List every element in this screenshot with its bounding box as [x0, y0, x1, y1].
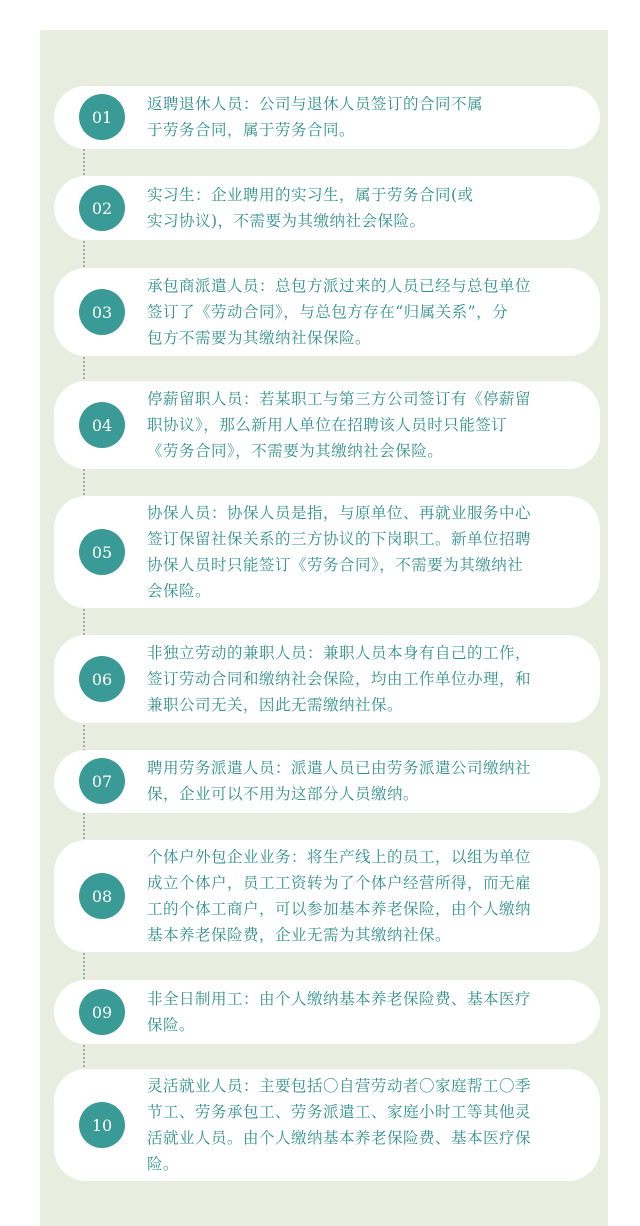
item-number-badge: 01: [79, 94, 125, 140]
item-text: 非全日制用工：由个人缴纳基本养老保险费、基本医疗 保险。: [147, 990, 532, 1034]
item-number-badge: 05: [79, 529, 125, 575]
item-text: 协保人员：协保人员是指，与原单位、再就业服务中心 签订保留社保关系的三方协议的下岗职工。新单位招聘 协保人员时只能签订《劳务合同》，不需要为其缴纳社 会保险。: [147, 504, 532, 600]
item-text: 聘用劳务派遣人员：派遣人员已由劳务派遣公司缴纳社 保，企业可以不用为这部分人员缴纳。: [147, 759, 532, 803]
list-item: [54, 268, 600, 356]
item-number-badge: 10: [79, 1102, 125, 1148]
item-text: 灵活就业人员：主要包括〇自营劳动者〇家庭帮工〇季 节工、劳务承包工、劳务派遣工、家庭小时工等其他灵 活就业人员。由个人缴纳基本养老保险费、基本医疗保 险。: [147, 1077, 532, 1173]
item-number-badge: 04: [79, 402, 125, 448]
list-item: [54, 980, 600, 1044]
list-item: [54, 86, 600, 149]
item-text: 个体户外包企业业务：将生产线上的员工，以组为单位 成立个体户，员工工资转为了个体户经营所得，而无雇 工的个体工商户，可以参加基本养老保险，由个人缴纳 基本养老保险费，企业无需为其缴纳社保。: [147, 848, 532, 944]
item-text: 停薪留职人员：若某职工与第三方公司签订有《停薪留 职协议》，那么新用人单位在招聘该人员时只能签订 《劳务合同》，不需要为其缴纳社会保险。: [147, 390, 532, 460]
item-number-badge: 02: [79, 185, 125, 231]
item-text: 返聘退休人员：公司与退休人员签订的合同不属 于劳务合同，属于劳务合同。: [147, 95, 484, 139]
item-text: 实习生：企业聘用的实习生，属于劳务合同(或 实习协议)，不需要为其缴纳社会保险。: [147, 186, 474, 230]
list-item: [54, 381, 600, 469]
list-item: [54, 176, 600, 240]
item-number-badge: 06: [79, 656, 125, 702]
list-item: [54, 750, 600, 813]
list-item: [54, 840, 600, 952]
list-item: [54, 635, 600, 723]
list-item: [54, 496, 600, 608]
item-number-badge: 08: [79, 873, 125, 919]
item-text: 非独立劳动的兼职人员：兼职人员本身有自己的工作， 签订劳动合同和缴纳社会保险，均由工作单位办理，和 兼职公司无关，因此无需缴纳社保。: [147, 644, 532, 714]
item-number-badge: 07: [79, 758, 125, 804]
item-number-badge: 09: [79, 989, 125, 1035]
list-item: [54, 1069, 600, 1181]
item-text: 承包商派遣人员：总包方派过来的人员已经与总包单位 签订了《劳动合同》，与总包方存在“归属关系”，分 包方不需要为其缴纳社保保险。: [147, 277, 532, 347]
item-number-badge: 03: [79, 289, 125, 335]
